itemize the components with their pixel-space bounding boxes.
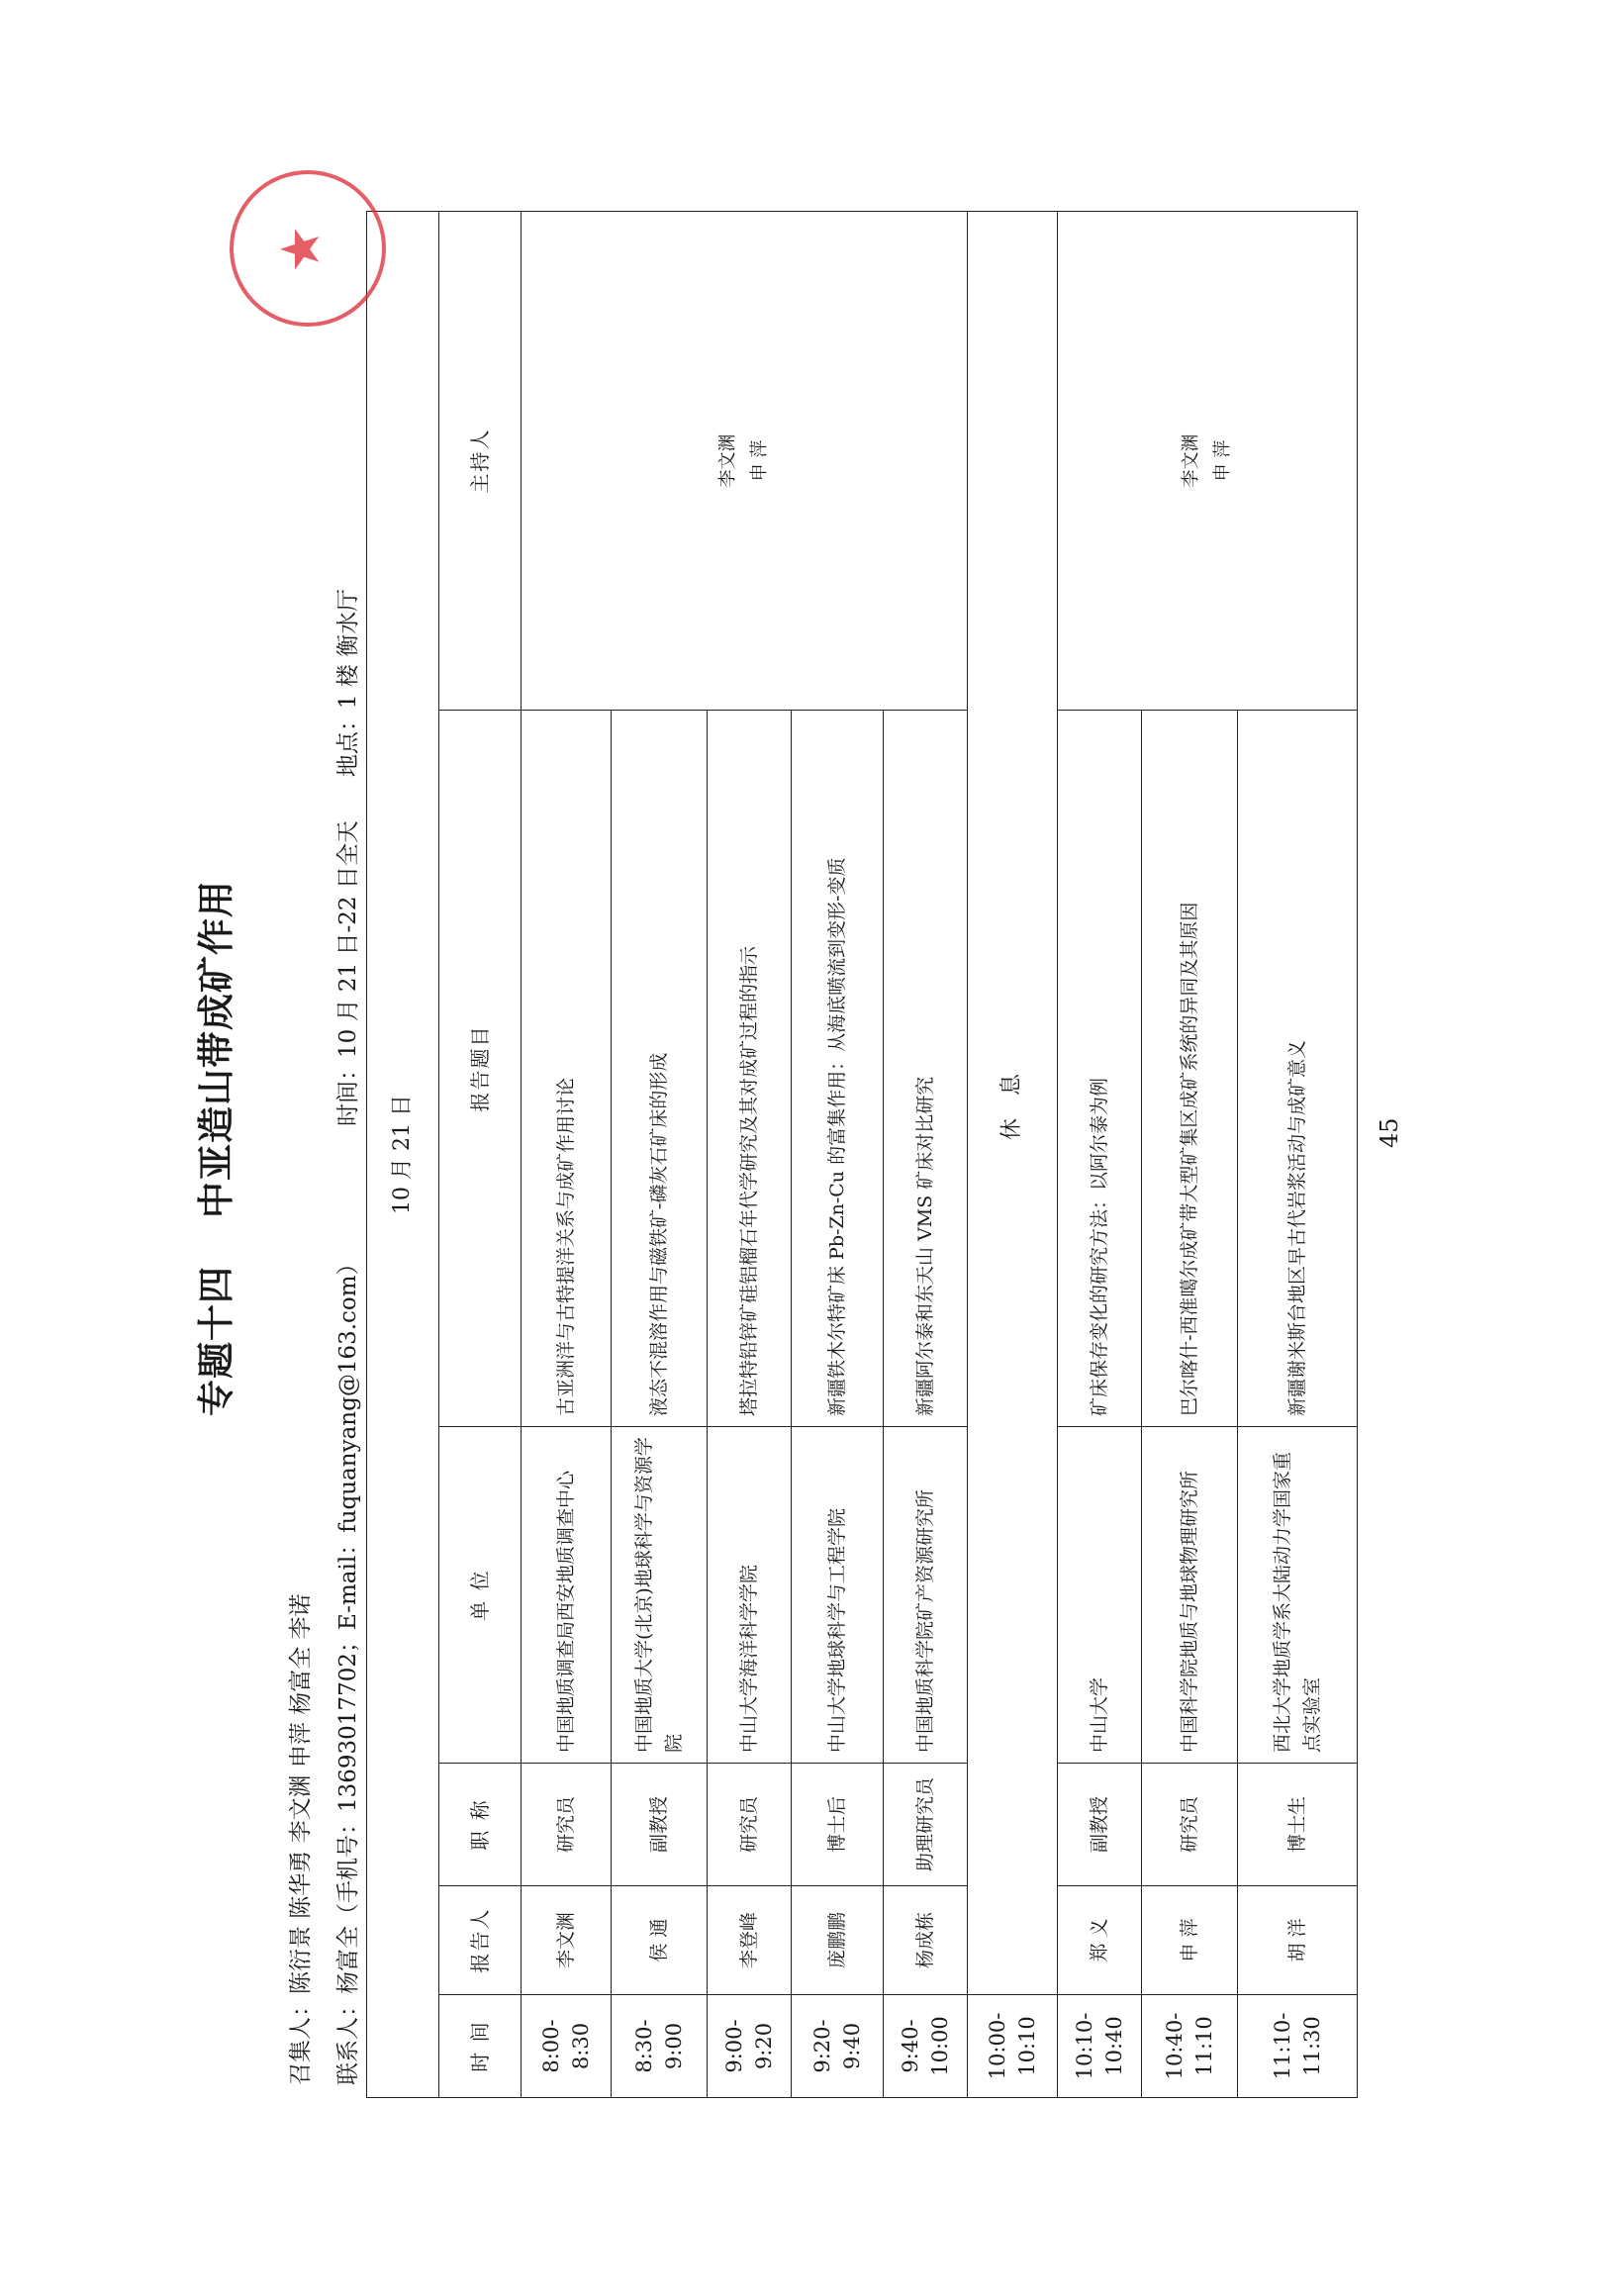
- table-row: 8:30-9:00 侯 通 副教授 中国地质大学(北京)地球科学与资源学院 液态不混溶作用与磁铁矿-磷灰石矿床的形成: [612, 212, 708, 2098]
- header-speaker: 报告人: [439, 1886, 522, 1995]
- break-row: 10:00-10:10 休 息: [968, 212, 1058, 2098]
- table-row: 9:20-9:40 庞鹏鹏 博士后 中山大学地球科学与工程学院 新疆铁木尔特矿床 Pb-Zn-Cu 的富集作用：从海底喷流到变形-变质: [792, 212, 884, 2098]
- official-seal: [230, 170, 386, 327]
- host-cell-morning-1: 李文渊 申 萍: [522, 212, 968, 711]
- table-header-row: [439, 212, 522, 2098]
- star-icon: ★: [269, 225, 332, 273]
- table-row: 8:00-8:30 李文渊 研究员 中国地质调查局西安地质调查中心 古亚洲洋与古特提洋关系与成矿作用讨论 李文渊 申 萍: [522, 212, 612, 2098]
- table-row: 11:10-11:30 胡 洋 博士生 西北大学地质学系大陆动力学国家重点实验室 新疆谢米斯台地区早古代岩浆活动与成矿意义: [1238, 212, 1358, 2098]
- day-header: 10 月 21 日: [367, 212, 439, 2098]
- header-time: 时 间: [439, 1995, 522, 2098]
- table-row: 9:00-9:20 李登峰 研究员 中山大学海洋科学学院 塔拉特铅锌矿硅铝榴石年代学研究及其对成矿过程的指示: [708, 212, 792, 2098]
- host-cell-morning-2: 李文渊 申 萍: [1058, 212, 1358, 711]
- table-row: 9:40-10:00 杨成栋 助理研究员 中国地质科学院矿产资源研究所 新疆阿尔泰和东天山 VMS 矿床对比研究: [884, 212, 968, 2098]
- contact-line: 联系人：杨富全（手机号：13693017702；E-mail：fuquanyang@163.com）: [335, 1252, 361, 2085]
- table-row: 10:10-10:40 郑 义 副教授 中山大学 矿床保存变化的研究方法：以阿尔泰为例 李文渊 申 萍: [1058, 212, 1142, 2098]
- schedule-table: [366, 211, 1358, 2098]
- page-title: 专题十四中亚造山带成矿作用: [195, 880, 238, 1416]
- header-host: 主持人: [439, 212, 522, 711]
- session-time: 时间：10 月 21 日-22 日全天: [335, 820, 361, 1126]
- session-location: 地点：1 楼 衡水厅: [335, 588, 361, 778]
- page-number: 45: [1376, 1117, 1403, 1148]
- time-location-line: [330, 589, 362, 1126]
- header-topic: 报告题目: [439, 711, 522, 1427]
- convener-line: 召集人：陈衍景 陈华勇 李文渊 申萍 杨富全 李诺: [288, 1593, 314, 2085]
- break-label: 休 息: [968, 212, 1058, 1995]
- header-rank: 职 称: [439, 1764, 522, 1886]
- header-unit: 单 位: [439, 1427, 522, 1764]
- table-row: 10:40-11:10 申 萍 研究员 中国科学院地质与地球物理研究所 巴尔喀什-西准噶尔成矿带大型矿集区成矿系统的异同及其原因: [1142, 212, 1238, 2098]
